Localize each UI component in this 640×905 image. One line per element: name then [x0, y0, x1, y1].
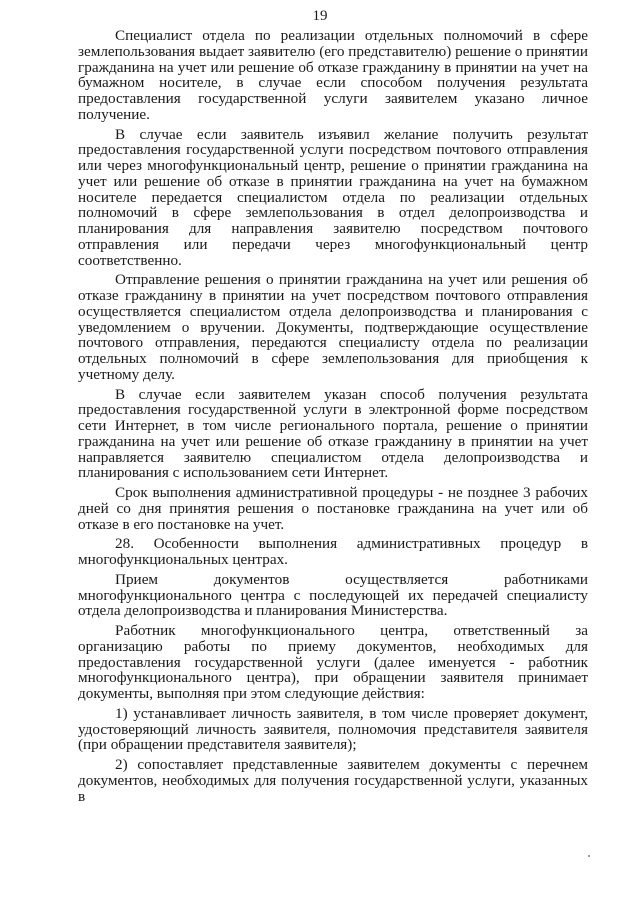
paragraph-electronic-form: В случае если заявителем указан способ получения результата предоставления государственной услуги в электронной форме посредством сети Интернет, в том числе регионального портала, решение о принятии гражданина на учет или решение об отказе гражданину в принятии на учет направляется заявителю специалистом отдела делопроизводства и планирования с использованием сети Интернет.	[78, 385, 588, 482]
paragraph-postal-or-mfc: В случае если заявитель изъявил желание получить результат предоставления государственной услуги посредством почтового отправления или через многофункциональный центр, решение о принятии гражданина на учет или решение об отказе в принятии гражданина на учет на бумажном носителе передается специалистом отдела по реализации отдельных полномочий в сфере землепользования в отдел делопроизводства и планирования для направления заявителю посредством почтового отправления или передачи через многофункциональный центр соответственно.	[78, 125, 588, 269]
document-body	[78, 28, 588, 806]
scan-speck	[588, 855, 590, 857]
paragraph-issuance: Специалист отдела по реализации отдельных полномочий в сфере землепользования выдает заявителю (его представителю) решение о принятии гражданина на учет или решение об отказе гражданину в принятии на учет на бумажном носителе, в случае если способом получения результата предоставления государственной услуги заявителем указано личное получение.	[78, 27, 588, 123]
page-number: 19	[312, 8, 328, 24]
list-item-1: 1) устанавливает личность заявителя, в том числе проверяет документ, удостоверяющий личность заявителя, полномочия представителя заявителя (при обращении представителя заявителя);	[78, 704, 588, 754]
paragraph-document-reception: Прием документов осуществляется работниками многофункционального центра с последующей их передачей специалисту отдела делопроизводства и планирования Министерства.	[78, 570, 588, 620]
paragraph-deadline: Срок выполнения административной процедуры - не позднее 3 рабочих дней со дня принятия решения о постановке гражданина на учет или об отказе в его постановке на учет.	[78, 484, 588, 533]
paragraph-mfc-worker: Работник многофункционального центра, ответственный за организацию работы по приему документов, необходимых для предоставления государственной услуги (далее именуется - работник многофункционального центра), при обращении заявителя принимает документы, выполняя при этом следующие действия:	[78, 622, 588, 702]
list-item-2: 2) сопоставляет представленные заявителем документы с перечнем документов, необходимых для получения государственной услуги, указанных в	[78, 756, 588, 805]
section-heading-28: 28. Особенности выполнения административных процедур в многофункциональных центрах.	[78, 535, 588, 568]
paragraph-postal-sending: Отправление решения о принятии гражданина на учет или решения об отказе гражданину в принятии на учет посредством почтового отправления осуществляется специалистом отдела делопроизводства и планирования с уведомлением о вручении. Документы, подтверждающие осуществление почтового отправления, передаются специалисту отдела по реализации отдельных полномочий в сфере землепользования для приобщения к учетному делу.	[78, 271, 588, 383]
